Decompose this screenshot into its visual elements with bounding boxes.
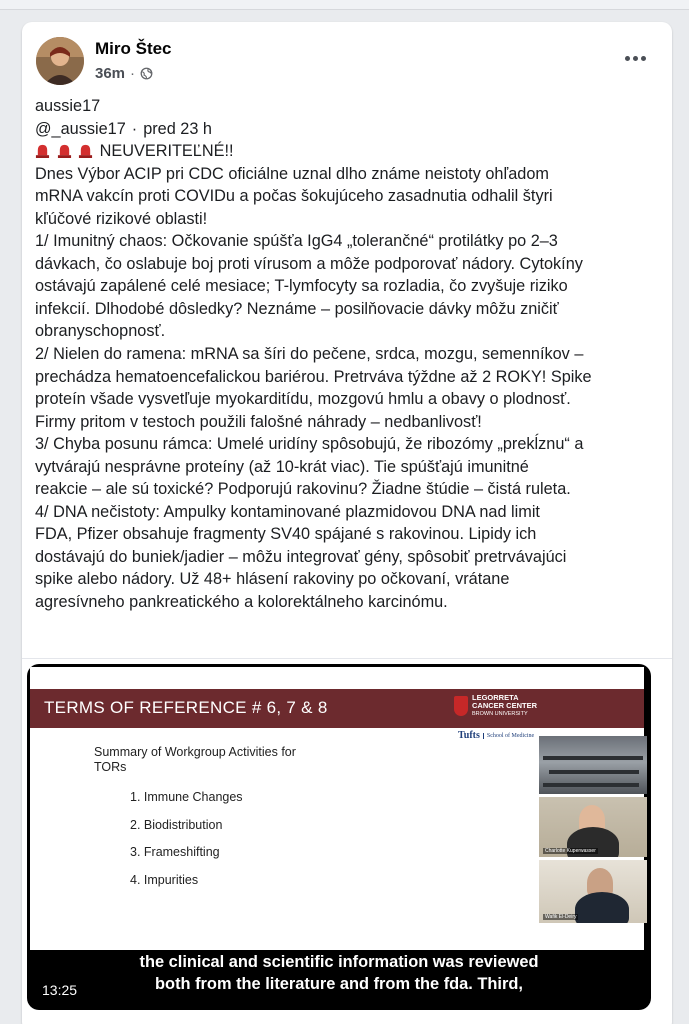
post-line: 2/ Nielen do ramena: mRNA sa šíri do pečene, srdca, mozgu, semenníkov – [35, 345, 584, 364]
post-line: 3/ Chyba posunu rámca: Umelé uridíny spôsobujú, že ribozómy „prekĺznu“ a [35, 435, 584, 454]
caption-line: the clinical and scientific information was reviewed [139, 953, 539, 971]
more-dot-icon [641, 56, 646, 61]
participant-name: Charlotte Kuperwasser [545, 848, 596, 854]
divider [22, 658, 672, 659]
post-line: dávkach, čo oslabuje boj proti vírusom a môže podporovať nádory. Cytokíny [35, 254, 583, 273]
room-table [543, 756, 643, 760]
participant-tile [539, 860, 647, 923]
post-line: dostávajú do buniek/jadier – môžu integrovať gény, spôsobiť pretrvávajúci [35, 547, 567, 566]
participant-tile [539, 797, 647, 857]
logo-line: CANCER CENTER [472, 701, 538, 710]
post-line: proteín všade vysvetľuje myokarditídu, mozgovú hmlu a obavy o plodnosť. [35, 390, 571, 409]
tufts-name: Tufts [458, 730, 480, 741]
previous-card-edge [0, 0, 689, 10]
post-line: 1/ Imunitný chaos: Očkovanie spúšťa IgG4 „tolerančné“ protilátky po 2–3 [35, 232, 558, 251]
avatar-photo [36, 37, 84, 85]
caption-line: both from the literature and from the fda. Third, [155, 975, 523, 993]
slide-summary [94, 745, 296, 775]
participant-tiles [539, 736, 647, 926]
post-line: Dnes Výbor ACIP pri CDC oficiálne uznal dlho známe neistoty ohľadom [35, 164, 549, 183]
post-line: spike alebo nádory. Už 48+ hlásení rakoviny po očkovaní, vrátane [35, 570, 510, 589]
post-line: kľúčové rizikové oblasti! [35, 209, 208, 228]
participant-name: Wafik El-Deiry [545, 914, 577, 920]
quoted-handle: @_aussie17 [35, 119, 126, 138]
logo-line: BROWN UNIVERSITY [472, 711, 528, 717]
tor-item: 2. Biodistribution [130, 817, 223, 832]
participant-tile-room [539, 736, 647, 794]
post-line: Firmy pritom v testoch použili falošné náhrady – nedbanlivosť! [35, 412, 482, 431]
post-card [22, 22, 672, 1024]
logo-line: LEGORRETA [472, 693, 519, 702]
watermark: aussie17.com [549, 932, 629, 945]
post-time[interactable]: 36m [95, 65, 126, 82]
globe-icon [140, 67, 153, 80]
summary-line: TORs [94, 760, 127, 774]
room-table [549, 770, 639, 774]
room-table [543, 783, 639, 787]
tor-item: 4. Impurities [130, 872, 199, 887]
tor-item: 3. Frameshifting [130, 845, 220, 859]
tor-item: 1. Immune Changes [130, 790, 243, 804]
post-header [22, 22, 672, 94]
quoted-name: aussie17 [35, 97, 101, 115]
video-duration: 13:25 [37, 980, 82, 1000]
quoted-when: pred 23 h [143, 119, 212, 138]
post-line: agresívneho pankreatického a kolorektálneho karcinómu. [35, 593, 448, 612]
more-dot-icon [625, 56, 630, 61]
meta-separator: · [130, 65, 136, 82]
post-meta [95, 65, 153, 82]
post-line: infekcií. Dlhodobé dôsledky? Neznáme – posilňovacie dávky môžu zničiť [35, 299, 559, 318]
headline: NEUVERITEĽNÉ!! [99, 142, 234, 161]
legorreta-logo [454, 694, 537, 718]
summary-line: Summary of Workgroup Activities for [94, 745, 296, 759]
red-siren-icon [57, 143, 72, 158]
post-line: vytvárajú nesprávne proteíny (až 10-krát viac). Tie spúšťajú imunitné [35, 457, 529, 476]
quoted-handle-line [35, 118, 665, 141]
headline-line [35, 140, 665, 163]
more-dot-icon [633, 56, 638, 61]
post-line: FDA, Pfizer obsahuje fragmenty SV40 spájané s rakovinou. Lipidy ich [35, 525, 537, 544]
avatar[interactable] [36, 37, 84, 85]
post-line: ostávajú zapálené celé mesiace; T-lymfocyty sa rozladia, čo zvyšuje riziko [35, 277, 568, 296]
post-line: obranyschopnosť. [35, 322, 166, 341]
post-line: prechádza hematoencefalickou bariérou. Pretrváva týždne až 2 ROKY! Spike [35, 367, 592, 386]
video-caption [27, 951, 651, 995]
tufts-school: School of Medicine [483, 733, 534, 739]
author-name[interactable]: Miro Štec [95, 39, 172, 58]
post-line: 4/ DNA nečistoty: Ampulky kontaminované plazmidovou DNA nad limit [35, 502, 540, 521]
video-player[interactable] [27, 664, 651, 1010]
handle-separator: · [131, 119, 138, 138]
shield-icon [454, 696, 468, 716]
slide-header [30, 667, 644, 722]
slide-title: TERMS OF REFERENCE # 6, 7 & 8 [44, 698, 328, 717]
post-line: mRNA vakcín proti COVIDu a počas šokujúceho zasadnutia odhalil štyri [35, 187, 553, 206]
tufts-logo [458, 730, 534, 741]
post-line: reakcie – ale sú toxické? Podporujú rakovinu? Žiadne štúdie – čistá ruleta. [35, 480, 571, 499]
post-text [35, 95, 665, 614]
more-options-button[interactable] [618, 46, 652, 70]
tor-list [130, 790, 243, 900]
red-siren-icon [35, 143, 50, 158]
participant-body [575, 892, 629, 923]
red-siren-icon [78, 143, 93, 158]
